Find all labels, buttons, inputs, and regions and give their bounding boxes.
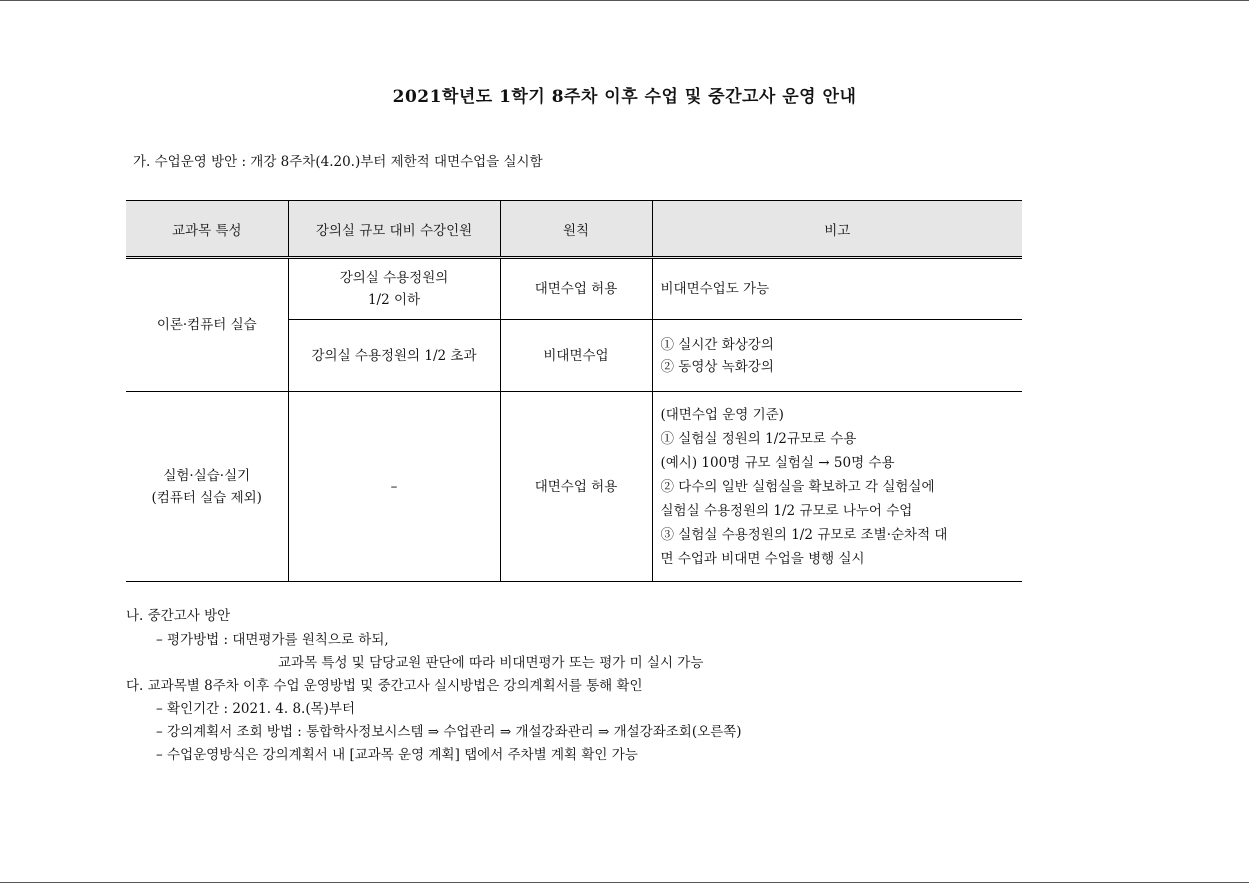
category-lab-practice xyxy=(126,392,288,582)
category-line: 실험·실습·실기 xyxy=(163,467,251,484)
header-enrollment-vs-room-size: 강의실 규모 대비 수강인원 xyxy=(288,201,500,258)
remark-line: ② 동영상 녹화강의 xyxy=(660,358,774,375)
remark-line: ① 실험실 정원의 1/2규모로 수용 xyxy=(660,430,857,447)
table-header-row xyxy=(126,201,1022,258)
table-row xyxy=(126,258,1022,320)
section-a-text: 가. 수업운영 방안 : 개강 8주차(4.20.)부터 제한적 대면수업을 실시함 xyxy=(133,154,543,170)
top-border-line xyxy=(0,0,1249,1)
principle-cell: 비대면수업 xyxy=(500,320,652,392)
remark-line: (예시) 100명 규모 실험실 → 50명 수용 xyxy=(660,454,895,471)
category-theory-computer: 이론·컴퓨터 실습 xyxy=(126,258,288,392)
header-principle: 원칙 xyxy=(500,201,652,258)
section-c-line: – 강의계획서 조회 방법 : 통합학사정보시스템 ⇒ 수업관리 ⇒ 개설강좌관리 ⇒ 개설강좌조회(오른쪽) xyxy=(156,724,742,740)
remark-line: ① 실시간 화상강의 xyxy=(660,336,774,353)
header-remarks: 비고 xyxy=(652,201,1022,258)
header-course-characteristics: 교과목 특성 xyxy=(126,201,288,258)
remark-line: ② 다수의 일반 실험실을 확보하고 각 실험실에 xyxy=(660,478,935,495)
table-row xyxy=(126,392,1022,582)
class-operation-table xyxy=(126,200,1022,582)
section-b-heading: 나. 중간고사 방안 xyxy=(126,608,231,624)
room-size-line: 강의실 수용정원의 xyxy=(339,270,449,286)
section-b-line: – 평가방법 : 대면평가를 원칙으로 하되, xyxy=(156,632,389,648)
remark-line: 실험실 수용정원의 1/2 규모로 나누어 수업 xyxy=(660,502,913,519)
remarks-cell xyxy=(652,320,1022,392)
bottom-border-line xyxy=(0,882,1249,883)
room-size-cell xyxy=(288,258,500,320)
document-title: 2021학년도 1학기 8주차 이후 수업 및 중간고사 운영 안내 xyxy=(392,87,857,107)
room-size-cell: 강의실 수용정원의 1/2 초과 xyxy=(288,320,500,392)
section-c-heading: 다. 교과목별 8주차 이후 수업 운영방법 및 중간고사 실시방법은 강의계획서를 통해 확인 xyxy=(126,678,643,694)
section-b-line: 교과목 특성 및 담당교원 판단에 따라 비대면평가 또는 평가 미 실시 가능 xyxy=(278,655,704,671)
remarks-cell xyxy=(652,392,1022,582)
remark-line: (대면수업 운영 기준) xyxy=(660,406,784,423)
room-size-line: 1/2 이하 xyxy=(367,292,421,308)
category-line: (컴퓨터 실습 제외) xyxy=(151,489,262,506)
section-c-line: – 수업운영방식은 강의계획서 내 [교과목 운영 계획] 탭에서 주차별 계획 확인 가능 xyxy=(156,747,638,763)
remark-line: 면 수업과 비대면 수업을 병행 실시 xyxy=(660,550,865,567)
room-size-cell: – xyxy=(288,392,500,582)
remark-line: ③ 실험실 수용정원의 1/2 규모로 조별·순차적 대 xyxy=(660,526,948,543)
principle-cell: 대면수업 허용 xyxy=(500,392,652,582)
remarks-cell: 비대면수업도 가능 xyxy=(652,258,1022,320)
principle-cell: 대면수업 허용 xyxy=(500,258,652,320)
section-c-line: – 확인기간 : 2021. 4. 8.(목)부터 xyxy=(156,701,355,717)
